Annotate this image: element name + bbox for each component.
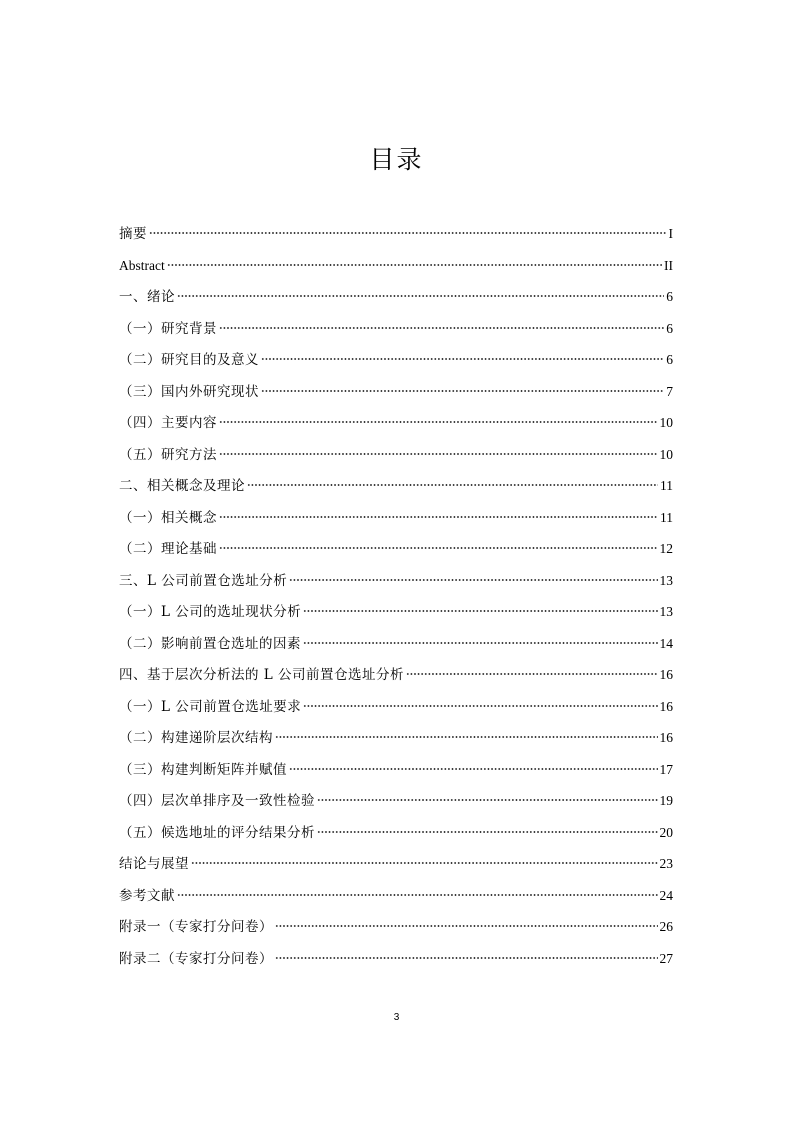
toc-entry[interactable]	[119, 722, 673, 754]
toc-entry[interactable]	[119, 565, 673, 597]
toc-dot-leader	[247, 484, 658, 486]
toc-dot-leader	[167, 264, 662, 266]
toc-entry-page: 19	[659, 793, 673, 808]
toc-entry[interactable]	[119, 407, 673, 439]
toc-entry-page: 12	[659, 541, 673, 556]
toc-entry[interactable]	[119, 691, 673, 723]
toc-entry-label: （三）国内外研究现状	[119, 383, 259, 400]
toc-dot-leader	[219, 327, 664, 329]
toc-entry-label: 摘要	[119, 226, 147, 242]
toc-entry-label: 参考文献	[119, 887, 175, 904]
toc-entry[interactable]	[119, 628, 673, 660]
toc-entry-label: 三、L 公司前置仓选址分析	[119, 572, 288, 589]
toc-entry-label: （五）候选地址的评分结果分析	[119, 824, 315, 841]
toc-entry-page: 17	[659, 761, 673, 777]
toc-entry-page: 7	[666, 383, 673, 399]
toc-entry[interactable]	[119, 470, 673, 502]
toc-entry[interactable]	[119, 911, 673, 943]
toc-entry-label: （一）相关概念	[119, 509, 217, 526]
toc-entry[interactable]	[119, 218, 673, 250]
toc-entry-page: 13	[659, 572, 673, 588]
toc-entry-page: 24	[659, 887, 673, 903]
toc-entry[interactable]	[119, 659, 673, 691]
toc-dot-leader	[303, 705, 657, 707]
toc-dot-leader	[219, 547, 658, 549]
toc-entry[interactable]	[119, 785, 673, 817]
toc-entry-page: 16	[659, 667, 673, 682]
toc-entry-page: 11	[660, 509, 673, 525]
toc-dot-leader	[303, 610, 657, 612]
toc-entry-label: 附录二（专家打分问卷）	[119, 950, 273, 967]
toc-entry-page: I	[668, 226, 673, 241]
toc-entry-page: 6	[666, 352, 673, 367]
toc-entry-label: （三）构建判断矩阵并赋值	[119, 761, 287, 778]
toc-entry[interactable]	[119, 281, 673, 313]
toc-entry-page: 14	[659, 635, 673, 651]
toc-entry-page: 10	[659, 415, 673, 430]
toc-entry-page: II	[664, 257, 673, 273]
page-title: 目录	[369, 145, 424, 174]
toc-dot-leader	[177, 894, 658, 896]
toc-entry-page: 11	[660, 478, 673, 493]
toc-entry[interactable]	[119, 502, 673, 534]
toc-dot-leader	[191, 862, 658, 864]
toc-dot-leader	[275, 736, 658, 738]
toc-entry-page: 6	[666, 320, 673, 336]
table-of-contents	[119, 218, 673, 974]
toc-entry-page: 27	[659, 950, 673, 966]
toc-entry[interactable]	[119, 943, 673, 975]
toc-entry-label: 二、相关概念及理论	[119, 478, 245, 494]
toc-entry[interactable]	[119, 817, 673, 849]
toc-entry-label: （一）研究背景	[119, 320, 217, 337]
toc-entry-label: （二）研究目的及意义	[119, 352, 259, 368]
toc-entry-label: （二）理论基础	[119, 541, 217, 557]
toc-dot-leader	[289, 579, 657, 581]
toc-entry[interactable]	[119, 376, 673, 408]
toc-entry[interactable]	[119, 596, 673, 628]
toc-entry[interactable]	[119, 533, 673, 565]
toc-entry-page: 13	[659, 604, 673, 619]
toc-entry-page: 23	[659, 856, 673, 871]
toc-entry-label: Abstract	[119, 257, 165, 273]
toc-dot-leader	[261, 358, 664, 360]
toc-entry-label: 结论与展望	[119, 856, 189, 872]
toc-dot-leader	[219, 421, 658, 423]
toc-dot-leader	[289, 768, 658, 770]
toc-entry-label: （二）构建递阶层次结构	[119, 730, 273, 746]
toc-dot-leader	[275, 957, 658, 959]
page-number: 3	[393, 1012, 400, 1023]
toc-entry-label: 一、绪论	[119, 289, 175, 305]
toc-dot-leader	[406, 673, 657, 675]
toc-entry-label: 四、基于层次分析法的 L 公司前置仓选址分析	[119, 667, 405, 683]
toc-entry-label: （一）L 公司的选址现状分析	[119, 604, 302, 620]
toc-entry[interactable]	[119, 250, 673, 282]
toc-entry-page: 10	[659, 446, 673, 462]
toc-entry-page: 16	[659, 730, 673, 745]
toc-entry-page: 16	[659, 698, 673, 714]
toc-entry[interactable]	[119, 848, 673, 880]
toc-dot-leader	[261, 390, 664, 392]
toc-dot-leader	[219, 516, 658, 518]
toc-entry[interactable]	[119, 754, 673, 786]
toc-entry-label: （二）影响前置仓选址的因素	[119, 635, 301, 652]
toc-dot-leader	[149, 232, 667, 234]
toc-dot-leader	[177, 295, 664, 297]
toc-entry-label: （四）主要内容	[119, 415, 217, 431]
toc-entry-label: （五）研究方法	[119, 446, 217, 463]
toc-entry[interactable]	[119, 880, 673, 912]
toc-entry-page: 20	[659, 824, 673, 840]
toc-entry-label: （一）L 公司前置仓选址要求	[119, 698, 302, 715]
toc-dot-leader	[317, 831, 658, 833]
toc-entry-label: 附录一（专家打分问卷）	[119, 919, 273, 935]
toc-entry[interactable]	[119, 313, 673, 345]
toc-dot-leader	[219, 453, 658, 455]
toc-dot-leader	[275, 925, 658, 927]
toc-entry-page: 6	[666, 289, 673, 304]
toc-entry[interactable]	[119, 344, 673, 376]
toc-entry-page: 26	[659, 919, 673, 934]
toc-dot-leader	[303, 642, 658, 644]
toc-dot-leader	[317, 799, 658, 801]
toc-entry-label: （四）层次单排序及一致性检验	[119, 793, 315, 809]
toc-entry[interactable]	[119, 439, 673, 471]
